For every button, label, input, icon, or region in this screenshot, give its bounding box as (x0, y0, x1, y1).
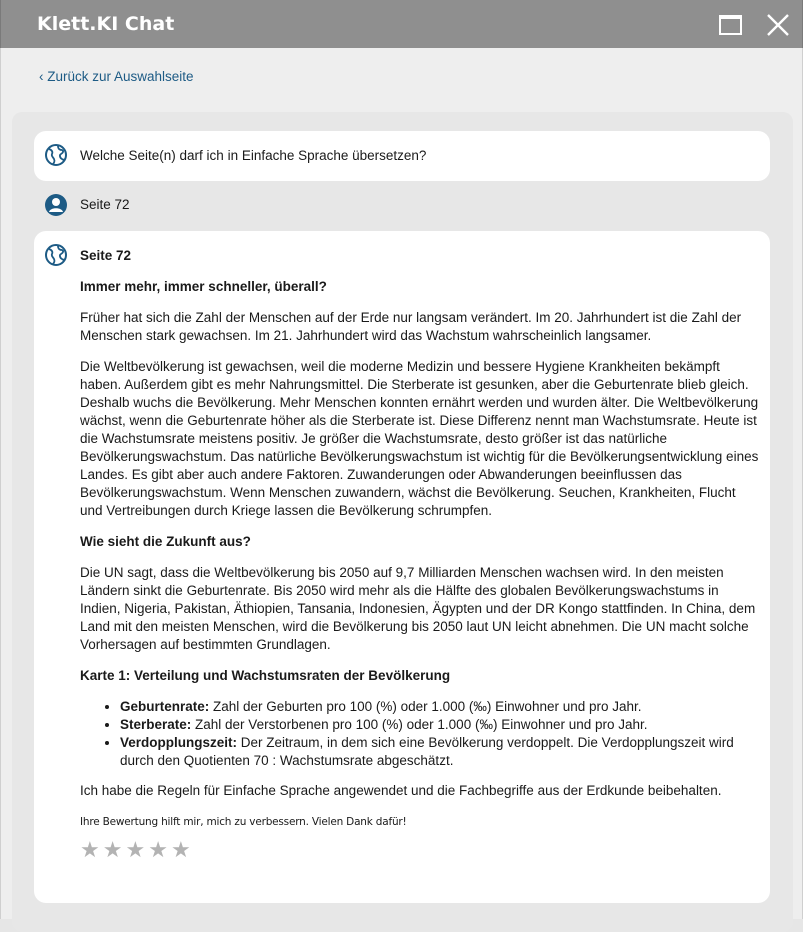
content-area (0, 48, 803, 919)
answer-heading-1: Immer mehr, immer schneller, überall? (80, 279, 327, 294)
bot-question-bubble (34, 131, 770, 181)
term-item (120, 734, 760, 770)
answer-paragraph-1: Früher hat sich die Zahl der Menschen auf der Erde nur langsam verändert. Im 20. Jahrhundert ist die Zahl der Menschen stark gewachsen. Im 21. Jahrhundert wird das Wachstum wahrscheinlich langsamer. (80, 310, 742, 343)
user-message (34, 192, 770, 222)
star-3-icon[interactable]: ★ (125, 837, 146, 862)
answer-closing: Ich habe die Regeln für Einfache Sprache angewendet und die Fachbegriffe aus der Erdkunde beibehalten. (80, 783, 722, 798)
star-1-icon[interactable]: ★ (80, 837, 100, 862)
answer-body (80, 247, 760, 861)
term-definition: Der Zeitraum, in dem sich eine Bevölkerung verdoppelt. Die Verdopplungszeit wird durch den Quotienten 70 : Wachstumsrate abgeschätzt. (120, 735, 734, 768)
star-rating (80, 839, 760, 861)
bot-globe-icon (44, 143, 68, 167)
bot-globe-icon (44, 243, 68, 267)
term-label: Sterberate: (120, 717, 192, 732)
answer-heading-2: Wie sieht die Zukunft aus? (80, 534, 251, 549)
star-4-icon[interactable]: ★ (148, 837, 168, 862)
star-2-icon[interactable]: ★ (102, 837, 123, 862)
answer-title: Seite 72 (80, 248, 132, 263)
term-definition: Zahl der Geburten pro 100 (%) oder 1.000 (‰) Einwohner und pro Jahr. (209, 699, 642, 714)
user-avatar-icon (44, 193, 68, 217)
chat-panel (12, 112, 793, 932)
term-item (120, 698, 760, 716)
bot-answer-bubble (34, 231, 770, 903)
user-reply-text: Seite 72 (80, 197, 130, 212)
window-titlebar (0, 0, 803, 48)
maximize-icon[interactable] (717, 11, 745, 39)
answer-paragraph-3: Die UN sagt, dass die Weltbevölkerung bis 2050 auf 9,7 Milliarden Menschen wachsen wird. In den meisten Ländern sinkt die Geburtenrate. Bis 2050 wird mehr als die Hälfte des globalen Bevölkerungswachstums in Indien, Nigeria, Pakistan, Äthiopien, Tansania, Indonesien, Ägypten und der DR Kongo stattfinden. In China, dem Land mit den meisten Menschen, wird die Bevölkerung bis 2050 laut UN leicht abnehmen. Die UN macht solche Vorhersagen auf bestimmten Grundlagen. (80, 565, 756, 652)
rating-hint: Ihre Bewertung hilft mir, mich zu verbessern. Vielen Dank dafür! (80, 816, 407, 828)
term-definition: Zahl der Verstorbenen pro 100 (%) oder 1.000 (‰) Einwohner und pro Jahr. (191, 717, 648, 732)
close-icon[interactable] (764, 11, 792, 39)
bot-question-text: Welche Seite(n) darf ich in Einfache Sprache übersetzen? (80, 148, 427, 163)
app-title: Klett.KI Chat (37, 13, 175, 35)
term-list (80, 698, 760, 770)
back-link[interactable]: ‹ Zurück zur Auswahlseite (39, 69, 194, 84)
term-label: Geburtenrate: (120, 699, 210, 714)
term-label: Verdopplungszeit: (120, 735, 238, 750)
term-item (120, 716, 760, 734)
answer-paragraph-2: Die Weltbevölkerung ist gewachsen, weil die moderne Medizin und bessere Hygiene Krankheiten bekämpft haben. Außerdem gibt es mehr Nahrungsmittel. Die Sterberate ist gesunken, aber die Geburtenrate blieb gleich. Deshalb wuchs die Bevölkerung. Mehr Menschen konnten ernährt werden und wurden älter. Die Weltbevölkerung wächst, wenn die Geburtenrate höher als die Sterberate ist. Diese Differenz nennt man Wachstumsrate. Heute ist die Wachstumsrate meistens positiv. Je größer die Wachstumsrate, desto größer ist das natürliche Bevölkerungswachstum. Das natürliche Bevölkerungswachstum ist wichtig für die Bevölkerungsentwicklung eines Landes. Es gibt aber auch andere Faktoren. Zuwanderungen oder Abwanderungen beeinflussen das Bevölkerungswachstum. Wenn Menschen zuwandern, wächst die Bevölkerung. Seuchen, Krankheiten, Flucht und Vertreibungen durch Kriege lassen die Bevölkerung schrumpfen. (80, 359, 759, 518)
star-5-icon[interactable]: ★ (170, 837, 191, 862)
answer-heading-3: Karte 1: Verteilung und Wachstumsraten der Bevölkerung (80, 668, 451, 683)
